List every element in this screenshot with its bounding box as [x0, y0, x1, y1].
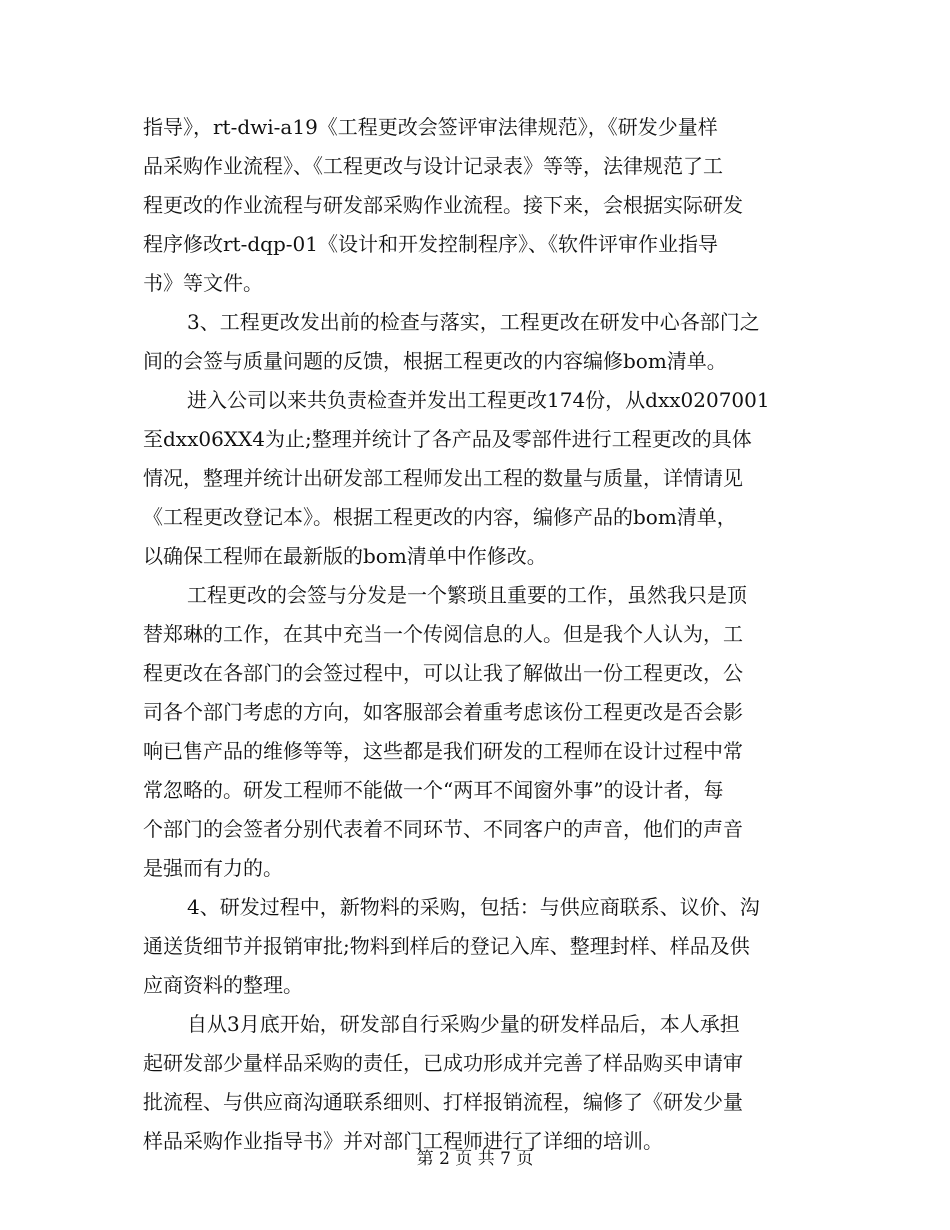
paragraph-start-line: 自从3月底开始，研发部自行采购少量的研发样品后，本人承担 [187, 1012, 740, 1036]
text-line: 指导》，rt-dwi-a19《工程更改会签评审法律规范》，《研发少量样 [143, 115, 718, 139]
text-line: 程更改在各部门的会签过程中，可以让我了解做出一份工程更改，公 [143, 661, 743, 685]
text-line: 情况，整理并统计出研发部工程师发出工程的数量与质量，详情请见 [143, 466, 743, 490]
text-line: 起研发部少量样品采购的责任，已成功形成并完善了样品购买申请审 [143, 1051, 743, 1075]
text-line: 品采购作业流程》、《工程更改与设计记录表》等等，法律规范了工 [143, 154, 723, 178]
paragraph-start-line: 4、研发过程中，新物料的采购，包括：与供应商联系、议价、沟 [187, 895, 760, 919]
paragraph-start-line: 工程更改的会签与分发是一个繁琐且重要的工作，虽然我只是顶 [187, 583, 747, 607]
text-line: 样品采购作业指导书》并对部门工程师进行了详细的培训。 [143, 1129, 663, 1153]
text-line: 是强而有力的。 [143, 856, 283, 880]
text-line: 间的会签与质量问题的反馈，根据工程更改的内容编修bom清单。 [143, 349, 727, 373]
text-line: 替郑琳的工作，在其中充当一个传阅信息的人。但是我个人认为，工 [143, 622, 743, 646]
text-line: 应商资料的整理。 [143, 973, 303, 997]
text-line: 书》等文件。 [143, 271, 263, 295]
paragraph-start-line: 3、工程更改发出前的检查与落实，工程更改在研发中心各部门之 [187, 310, 760, 334]
text-line: 程序修改rt-dqp-01《设计和开发控制程序》、《软件评审作业指导 [143, 232, 718, 256]
text-line: 至dxx06XX4为止;整理并统计了各产品及零部件进行工程更改的具体 [143, 427, 752, 451]
text-line: 个部门的会签者分别代表着不同环节、不同客户的声音，他们的声音 [143, 817, 743, 841]
text-line: 响已售产品的维修等等，这些都是我们研发的工程师在设计过程中常 [143, 739, 743, 763]
page-number-footer: 第 2 页 共 7 页 [416, 1149, 534, 1169]
text-line: 以确保工程师在最新版的bom清单中作修改。 [143, 544, 547, 568]
text-line: 司各个部门考虑的方向，如客服部会着重考虑该份工程更改是否会影 [143, 700, 743, 724]
text-line: 《工程更改登记本》。根据工程更改的内容，编修产品的bom清单， [143, 505, 737, 529]
text-line: 通送货细节并报销审批;物料到样后的登记入库、整理封样、样品及供 [143, 934, 750, 958]
text-line: 常忽略的。研发工程师不能做一个“两耳不闻窗外事”的设计者，每 [143, 778, 724, 802]
text-line: 批流程、与供应商沟通联系细则、打样报销流程，编修了《研发少量 [143, 1090, 743, 1114]
text-line: 程更改的作业流程与研发部采购作业流程。接下来，会根据实际研发 [143, 193, 743, 217]
paragraph-start-line: 进入公司以来共负责检查并发出工程更改174份，从dxx0207001 [187, 388, 770, 412]
document-body [143, 108, 808, 1161]
